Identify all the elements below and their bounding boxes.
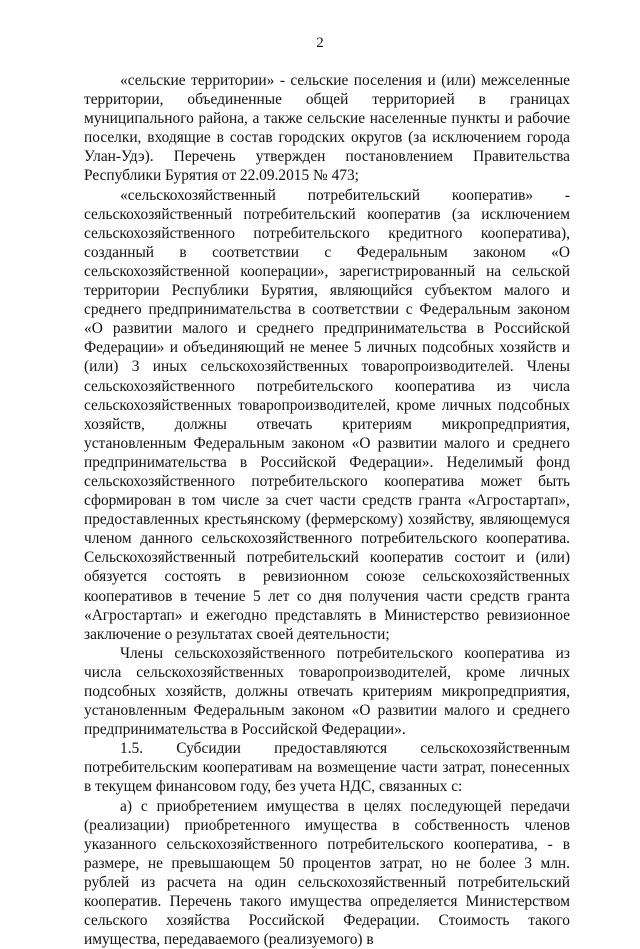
- paragraph-cooperative-definition: «сельскохозяйственный потребительский кооператив» - сельскохозяйственный потребительский кооператив (за исключением сельскохозяйственного потребительского кредитного кооператива), созданный в соответствии с Федеральным законом «О сельскохозяйственной кооперации», зарегистрированный на сельской территории Республики Бурятия, являющийся субъектом малого и среднего предпринимательства в соответствии с Федеральным законом «О развитии малого и среднего предпринимательства в Российской Федерации» и объединяющий не менее 5 личных подсобных хозяйств и (или) 3 иных сельскохозяйственных товаропроизводителей. Члены сельскохозяйственного потребительского кооператива из числа сельскохозяйственных товаропроизводителей, кроме личных подсобных хозяйств, должны отвечать критериям микропредприятия, установленным Федеральным законом «О развитии малого и среднего предпринимательства в Российской Федерации». Неделимый фонд сельскохозяйственного потребительского кооператива может быть сформирован в том числе за счет части средств гранта «Агростартап», предоставленных крестьянскому (фермерскому) хозяйству, являющемуся членом данного сельскохозяйственного потребительского кооператива. Сельскохозяйственный потребительский кооператив состоит и (или) обязуется состоять в ревизионном союзе сельскохозяйственных кооперативов в течение 5 лет со дня получения части средств гранта «Агростартап» и ежегодно представлять в Министерство ревизионное заключение о результатах своей деятельности;: [84, 186, 570, 643]
- paragraph-item-a: а) с приобретением имущества в целях последующей передачи (реализации) приобретенного имущества в собственность членов указанного сельскохозяйственного потребительского кооператива, - в размере, не превышающем 50 процентов затрат, но не более 3 млн. рублей из расчета на один сельскохозяйственный потребительский кооператив. Перечень такого имущества определяется Министерством сельского хозяйства Российской Федерации. Стоимость такого имущества, передаваемого (реализуемого) в: [84, 797, 570, 949]
- paragraph-cooperative-members: Члены сельскохозяйственного потребительского кооператива из числа сельскохозяйственных товаропроизводителей, кроме личных подсобных хозяйств, должны отвечать критериям микропредприятия, установленным Федеральным законом «О развитии малого и среднего предпринимательства в Российской Федерации».: [84, 644, 570, 739]
- document-body: [84, 71, 570, 949]
- paragraph-subsidies-1-5: 1.5. Субсидии предоставляются сельскохозяйственным потребительским кооперативам на возмещение части затрат, понесенных в текущем финансовом году, без учета НДС, связанных с:: [84, 740, 570, 796]
- page-number: 2: [316, 35, 324, 51]
- paragraph-rural-territories-definition: «сельские территории» - сельские поселения и (или) межселенные территории, объединенные общей территорией в границах муниципального района, а также сельские населенные пункты и рабочие поселки, входящие в состав городских округов (за исключением города Улан-Удэ). Перечень утвержден постановлением Правительства Республики Бурятия от 22.09.2015 № 473;: [84, 72, 570, 185]
